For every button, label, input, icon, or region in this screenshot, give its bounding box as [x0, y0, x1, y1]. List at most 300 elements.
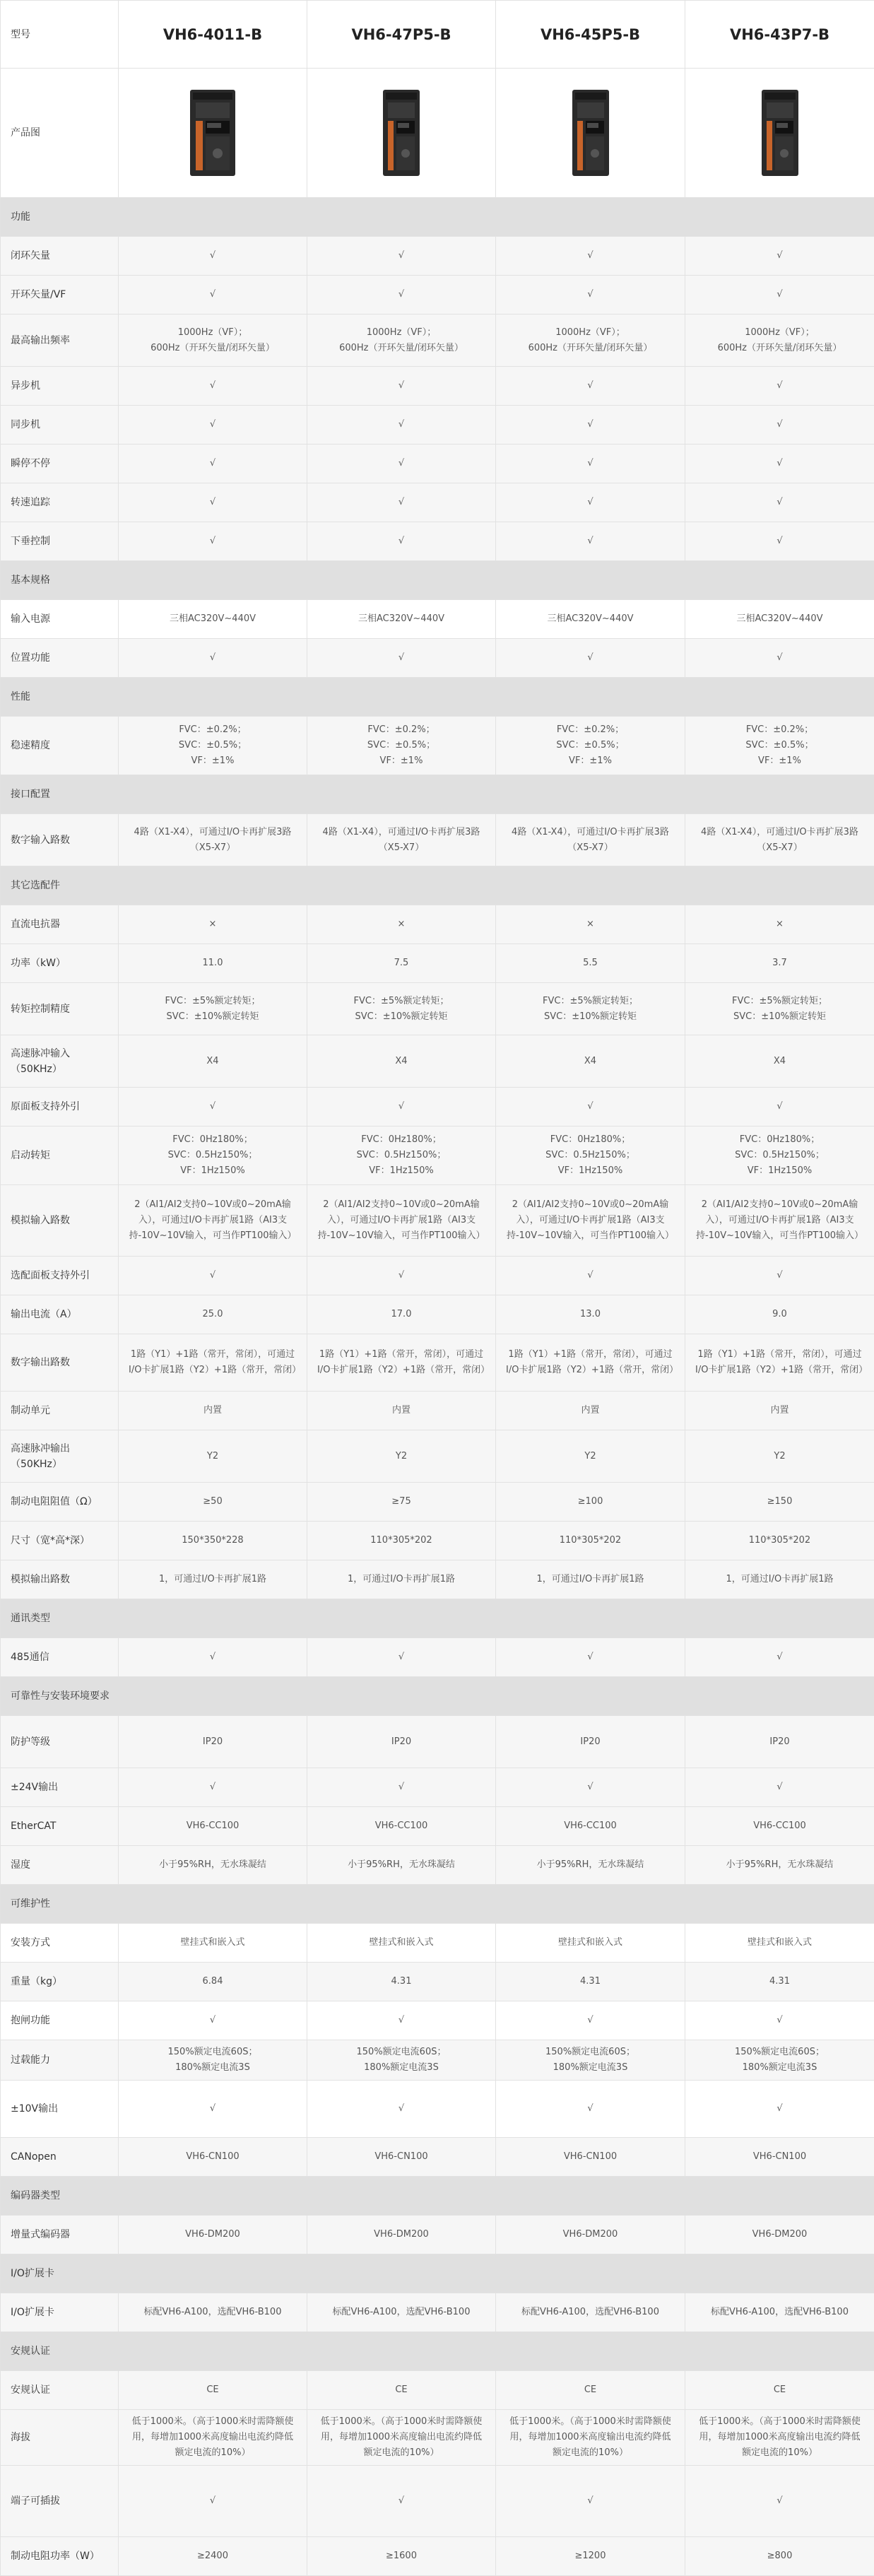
spec-value: 1路（Y1）+1路（常开，常闭），可通过I/O卡扩展1路（Y2）+1路（常开，常闭） [119, 1334, 307, 1392]
spec-value: √ [119, 1768, 307, 1807]
spec-value: X4 [307, 1035, 496, 1088]
spec-row [1, 1768, 874, 1807]
section-title: 可靠性与安装环境要求 [1, 1677, 874, 1716]
spec-row [1, 367, 874, 406]
spec-value: ≥1600 [307, 2537, 496, 2576]
spec-value: 内置 [307, 1392, 496, 1430]
spec-value: 25.0 [119, 1295, 307, 1334]
spec-row [1, 2216, 874, 2254]
spec-value: √ [307, 1257, 496, 1295]
spec-label: 数字输入路数 [1, 814, 119, 866]
spec-value: FVC：±0.2%； SVC：±0.5%； VF：±1% [685, 717, 874, 775]
spec-value: √ [119, 1638, 307, 1677]
spec-label: 制动电阻阻值（Ω） [1, 1483, 119, 1522]
spec-value: 1，可通过I/O卡再扩展1路 [307, 1560, 496, 1599]
spec-label: I/O扩展卡 [1, 2293, 119, 2332]
spec-value: CE [496, 2371, 685, 2410]
spec-value: √ [307, 2466, 496, 2537]
spec-label: ±24V输出 [1, 1768, 119, 1807]
section-header-row [1, 2177, 874, 2216]
spec-value: VH6-CN100 [496, 2138, 685, 2177]
spec-value: √ [307, 276, 496, 314]
spec-value: X4 [685, 1035, 874, 1088]
spec-value: √ [496, 2081, 685, 2138]
spec-value: 4路（X1-X4），可通过I/O卡再扩展3路（X5-X7） [119, 814, 307, 866]
spec-value: ≥100 [496, 1483, 685, 1522]
spec-value: 5.5 [496, 944, 685, 983]
spec-value: 小于95%RH，无水珠凝结 [685, 1846, 874, 1885]
spec-label: CANopen [1, 2138, 119, 2177]
spec-label: 位置功能 [1, 639, 119, 678]
spec-row [1, 2081, 874, 2138]
spec-value: X4 [119, 1035, 307, 1088]
inverter-product-image [186, 87, 240, 179]
spec-value: √ [119, 2081, 307, 2138]
spec-value: 低于1000米。（高于1000米时需降额使用，每增加1000米高度输出电流约降低额定电流的10%） [119, 2410, 307, 2466]
spec-label: 安装方式 [1, 1924, 119, 1963]
spec-value: √ [496, 1257, 685, 1295]
spec-value: √ [685, 367, 874, 406]
spec-value: ≥75 [307, 1483, 496, 1522]
spec-value: √ [307, 2001, 496, 2040]
spec-label: 功率（kW） [1, 944, 119, 983]
spec-label: 转速追踪 [1, 483, 119, 522]
spec-value: IP20 [307, 1716, 496, 1768]
spec-label: 高速脉冲输入（50KHz） [1, 1035, 119, 1088]
model-header-row [1, 1, 874, 69]
section-header-row [1, 2332, 874, 2371]
section-header-row [1, 1599, 874, 1638]
spec-row [1, 483, 874, 522]
spec-value: ≥800 [685, 2537, 874, 2576]
spec-value: 1000Hz（VF）； 600Hz（开环矢量/闭环矢量） [119, 314, 307, 367]
spec-label: 闭环矢量 [1, 237, 119, 276]
spec-label: 瞬停不停 [1, 445, 119, 483]
spec-value: 标配VH6-A100，选配VH6-B100 [496, 2293, 685, 2332]
section-title: 安规认证 [1, 2332, 874, 2371]
spec-value: × [119, 905, 307, 944]
section-header-row [1, 198, 874, 237]
spec-value: FVC：±0.2%； SVC：±0.5%； VF：±1% [119, 717, 307, 775]
spec-row [1, 983, 874, 1035]
spec-value: √ [496, 639, 685, 678]
spec-value: 2（AI1/AI2支持0~10V或0~20mA输入），可通过I/O卡再扩展1路（AI3支持-10V~10V输入，可当作PT100输入） [119, 1185, 307, 1257]
spec-value: √ [496, 483, 685, 522]
section-header-row [1, 561, 874, 600]
spec-value: √ [119, 2466, 307, 2537]
product-image-row [1, 69, 874, 198]
spec-value: √ [496, 2466, 685, 2537]
spec-value: Y2 [119, 1430, 307, 1483]
spec-value: VH6-DM200 [307, 2216, 496, 2254]
spec-value: 110*305*202 [307, 1522, 496, 1560]
spec-value: √ [496, 2001, 685, 2040]
spec-label: 抱闸功能 [1, 2001, 119, 2040]
spec-value: 壁挂式和嵌入式 [119, 1924, 307, 1963]
spec-value: √ [685, 445, 874, 483]
spec-value: √ [496, 1768, 685, 1807]
model-name: VH6-45P5-B [496, 1, 685, 69]
spec-value: VH6-CC100 [119, 1807, 307, 1846]
spec-value: 1，可通过I/O卡再扩展1路 [496, 1560, 685, 1599]
section-header-row [1, 866, 874, 905]
spec-value: √ [307, 483, 496, 522]
spec-row [1, 314, 874, 367]
spec-value: FVC：0Hz180%； SVC：0.5Hz150%； VF：1Hz150% [119, 1127, 307, 1185]
spec-value: √ [685, 522, 874, 561]
spec-label: 海拔 [1, 2410, 119, 2466]
spec-row [1, 717, 874, 775]
inverter-product-image [379, 87, 423, 179]
spec-table-body [1, 1, 874, 2576]
spec-row [1, 2466, 874, 2537]
spec-value: 低于1000米。（高于1000米时需降额使用，每增加1000米高度输出电流约降低额定电流的10%） [685, 2410, 874, 2466]
spec-row [1, 1716, 874, 1768]
spec-value: VH6-CC100 [685, 1807, 874, 1846]
spec-row [1, 2138, 874, 2177]
spec-value: √ [496, 276, 685, 314]
spec-label: 重量（kg） [1, 1963, 119, 2001]
spec-value: 4.31 [496, 1963, 685, 2001]
spec-label: EtherCAT [1, 1807, 119, 1846]
spec-value: √ [685, 406, 874, 445]
spec-row [1, 2040, 874, 2081]
spec-value: Y2 [685, 1430, 874, 1483]
spec-value: √ [119, 1257, 307, 1295]
spec-value: 3.7 [685, 944, 874, 983]
spec-value: √ [119, 237, 307, 276]
spec-row [1, 905, 874, 944]
section-header-row [1, 775, 874, 814]
product-image-cell [119, 69, 307, 198]
spec-label: 端子可插拔 [1, 2466, 119, 2537]
spec-value: × [496, 905, 685, 944]
spec-value: VH6-DM200 [119, 2216, 307, 2254]
spec-value: × [307, 905, 496, 944]
spec-value: 三相AC320V~440V [119, 600, 307, 639]
spec-value: IP20 [119, 1716, 307, 1768]
spec-value: 1，可通过I/O卡再扩展1路 [119, 1560, 307, 1599]
spec-row [1, 276, 874, 314]
spec-value: 2（AI1/AI2支持0~10V或0~20mA输入），可通过I/O卡再扩展1路（AI3支持-10V~10V输入，可当作PT100输入） [685, 1185, 874, 1257]
spec-value: √ [685, 237, 874, 276]
spec-value: 1000Hz（VF）； 600Hz（开环矢量/闭环矢量） [307, 314, 496, 367]
section-title: 基本规格 [1, 561, 874, 600]
spec-label: 制动电阻功率（W） [1, 2537, 119, 2576]
spec-value: VH6-CN100 [307, 2138, 496, 2177]
spec-value: VH6-CC100 [496, 1807, 685, 1846]
spec-label: 下垂控制 [1, 522, 119, 561]
section-title: 可维护性 [1, 1885, 874, 1924]
spec-value: 标配VH6-A100，选配VH6-B100 [685, 2293, 874, 2332]
spec-value: 13.0 [496, 1295, 685, 1334]
spec-row [1, 639, 874, 678]
spec-value: √ [307, 445, 496, 483]
spec-value: √ [307, 639, 496, 678]
spec-label: 模拟输出路数 [1, 1560, 119, 1599]
spec-value: ≥1200 [496, 2537, 685, 2576]
spec-value: √ [496, 237, 685, 276]
spec-value: 壁挂式和嵌入式 [685, 1924, 874, 1963]
spec-row [1, 1483, 874, 1522]
spec-value: √ [496, 406, 685, 445]
inverter-product-image [569, 87, 613, 179]
spec-value: VH6-DM200 [685, 2216, 874, 2254]
spec-row [1, 1924, 874, 1963]
spec-value: 4路（X1-X4），可通过I/O卡再扩展3路（X5-X7） [307, 814, 496, 866]
spec-value: 小于95%RH，无水珠凝结 [496, 1846, 685, 1885]
spec-value: 小于95%RH，无水珠凝结 [307, 1846, 496, 1885]
spec-label: 尺寸（宽*高*深） [1, 1522, 119, 1560]
spec-label: 输出电流（A） [1, 1295, 119, 1334]
spec-value: √ [119, 522, 307, 561]
spec-value: 4路（X1-X4），可通过I/O卡再扩展3路（X5-X7） [496, 814, 685, 866]
spec-label: 转矩控制精度 [1, 983, 119, 1035]
spec-value: Y2 [496, 1430, 685, 1483]
spec-value: √ [496, 1638, 685, 1677]
inverter-product-image [758, 87, 802, 179]
spec-value: IP20 [685, 1716, 874, 1768]
spec-value: FVC：±5%额定转矩； SVC：±10%额定转矩 [307, 983, 496, 1035]
spec-value: ≥50 [119, 1483, 307, 1522]
spec-value: √ [307, 1088, 496, 1127]
spec-row [1, 445, 874, 483]
spec-value: 低于1000米。（高于1000米时需降额使用，每增加1000米高度输出电流约降低额定电流的10%） [496, 2410, 685, 2466]
spec-value: √ [119, 406, 307, 445]
spec-row [1, 600, 874, 639]
spec-value: 150*350*228 [119, 1522, 307, 1560]
spec-value: 1路（Y1）+1路（常开，常闭），可通过I/O卡扩展1路（Y2）+1路（常开，常闭） [685, 1334, 874, 1392]
spec-value: √ [496, 1088, 685, 1127]
spec-value: 内置 [119, 1392, 307, 1430]
spec-row [1, 522, 874, 561]
spec-value: 1000Hz（VF）； 600Hz（开环矢量/闭环矢量） [685, 314, 874, 367]
spec-row [1, 1638, 874, 1677]
spec-row [1, 1522, 874, 1560]
spec-row [1, 1257, 874, 1295]
spec-value: CE [685, 2371, 874, 2410]
spec-value: 2（AI1/AI2支持0~10V或0~20mA输入），可通过I/O卡再扩展1路（AI3支持-10V~10V输入，可当作PT100输入） [496, 1185, 685, 1257]
spec-value: FVC：±5%额定转矩； SVC：±10%额定转矩 [119, 983, 307, 1035]
spec-value: √ [496, 367, 685, 406]
spec-value: 内置 [496, 1392, 685, 1430]
spec-label: 485通信 [1, 1638, 119, 1677]
spec-value: √ [119, 276, 307, 314]
spec-value: 110*305*202 [496, 1522, 685, 1560]
spec-row [1, 1846, 874, 1885]
model-header-label: 型号 [1, 1, 119, 69]
section-header-row [1, 1885, 874, 1924]
spec-label: 制动单元 [1, 1392, 119, 1430]
spec-value: VH6-CN100 [685, 2138, 874, 2177]
spec-label: 稳速精度 [1, 717, 119, 775]
section-header-row [1, 1677, 874, 1716]
spec-label: 原面板支持外引 [1, 1088, 119, 1127]
spec-value: FVC：±5%额定转矩； SVC：±10%额定转矩 [496, 983, 685, 1035]
spec-value: √ [307, 2081, 496, 2138]
spec-value: IP20 [496, 1716, 685, 1768]
spec-value: √ [685, 2466, 874, 2537]
section-header-row [1, 678, 874, 717]
spec-value: √ [685, 1638, 874, 1677]
spec-value: 1000Hz（VF）； 600Hz（开环矢量/闭环矢量） [496, 314, 685, 367]
spec-value: √ [119, 1088, 307, 1127]
spec-value: 2（AI1/AI2支持0~10V或0~20mA输入），可通过I/O卡再扩展1路（AI3支持-10V~10V输入，可当作PT100输入） [307, 1185, 496, 1257]
spec-label: 启动转矩 [1, 1127, 119, 1185]
spec-value: 9.0 [685, 1295, 874, 1334]
spec-value: √ [685, 1768, 874, 1807]
spec-label: 开环矢量/VF [1, 276, 119, 314]
spec-value: 150%额定电流60S； 180%额定电流3S [496, 2040, 685, 2081]
spec-value: FVC：±5%额定转矩； SVC：±10%额定转矩 [685, 983, 874, 1035]
spec-value: √ [685, 2001, 874, 2040]
spec-label: 模拟输入路数 [1, 1185, 119, 1257]
spec-value: 150%额定电流60S； 180%额定电流3S [307, 2040, 496, 2081]
product-image-cell [685, 69, 874, 198]
spec-value: 4.31 [307, 1963, 496, 2001]
spec-value: FVC：0Hz180%； SVC：0.5Hz150%； VF：1Hz150% [685, 1127, 874, 1185]
spec-value: 内置 [685, 1392, 874, 1430]
spec-value: 150%额定电流60S； 180%额定电流3S [119, 2040, 307, 2081]
spec-value: VH6-DM200 [496, 2216, 685, 2254]
spec-value: FVC：0Hz180%； SVC：0.5Hz150%； VF：1Hz150% [307, 1127, 496, 1185]
section-header-row [1, 2254, 874, 2293]
spec-value: 6.84 [119, 1963, 307, 2001]
spec-value: √ [307, 367, 496, 406]
spec-row [1, 944, 874, 983]
spec-value: 三相AC320V~440V [685, 600, 874, 639]
spec-row [1, 237, 874, 276]
spec-value: √ [119, 367, 307, 406]
spec-value: 150%额定电流60S； 180%额定电流3S [685, 2040, 874, 2081]
spec-value: VH6-CC100 [307, 1807, 496, 1846]
spec-value: √ [119, 2001, 307, 2040]
spec-value: √ [307, 406, 496, 445]
spec-value: 1路（Y1）+1路（常开，常闭），可通过I/O卡扩展1路（Y2）+1路（常开，常闭） [496, 1334, 685, 1392]
spec-value: × [685, 905, 874, 944]
section-title: I/O扩展卡 [1, 2254, 874, 2293]
spec-value: ≥150 [685, 1483, 874, 1522]
spec-value: 三相AC320V~440V [496, 600, 685, 639]
spec-row [1, 1560, 874, 1599]
spec-value: VH6-CN100 [119, 2138, 307, 2177]
spec-value: 110*305*202 [685, 1522, 874, 1560]
spec-value: √ [119, 483, 307, 522]
spec-value: FVC：±0.2%； SVC：±0.5%； VF：±1% [307, 717, 496, 775]
spec-row [1, 2537, 874, 2576]
product-image-label: 产品图 [1, 69, 119, 198]
spec-value: √ [685, 276, 874, 314]
spec-value: √ [307, 237, 496, 276]
spec-row [1, 1430, 874, 1483]
spec-row [1, 1807, 874, 1846]
spec-row [1, 2001, 874, 2040]
spec-value: √ [685, 639, 874, 678]
spec-value: CE [119, 2371, 307, 2410]
spec-row [1, 2371, 874, 2410]
spec-value: √ [307, 522, 496, 561]
section-title: 功能 [1, 198, 874, 237]
spec-row [1, 1035, 874, 1088]
spec-row [1, 1088, 874, 1127]
spec-value: FVC：±0.2%； SVC：±0.5%； VF：±1% [496, 717, 685, 775]
spec-label: 同步机 [1, 406, 119, 445]
spec-value: √ [307, 1638, 496, 1677]
spec-label: 湿度 [1, 1846, 119, 1885]
spec-label: 防护等级 [1, 1716, 119, 1768]
model-name: VH6-47P5-B [307, 1, 496, 69]
spec-value: X4 [496, 1035, 685, 1088]
spec-value: 1，可通过I/O卡再扩展1路 [685, 1560, 874, 1599]
spec-value: 7.5 [307, 944, 496, 983]
spec-row [1, 2410, 874, 2466]
spec-label: 输入电源 [1, 600, 119, 639]
spec-label: 高速脉冲输出（50KHz） [1, 1430, 119, 1483]
spec-value: 17.0 [307, 1295, 496, 1334]
section-title: 性能 [1, 678, 874, 717]
spec-row [1, 814, 874, 866]
spec-label: 数字输出路数 [1, 1334, 119, 1392]
spec-label: ±10V输出 [1, 2081, 119, 2138]
spec-label: 直流电抗器 [1, 905, 119, 944]
spec-value: 4路（X1-X4），可通过I/O卡再扩展3路（X5-X7） [685, 814, 874, 866]
spec-value: 三相AC320V~440V [307, 600, 496, 639]
spec-value: 壁挂式和嵌入式 [307, 1924, 496, 1963]
spec-value: 标配VH6-A100，选配VH6-B100 [307, 2293, 496, 2332]
section-title: 通讯类型 [1, 1599, 874, 1638]
spec-label: 异步机 [1, 367, 119, 406]
spec-label: 过载能力 [1, 2040, 119, 2081]
spec-value: 小于95%RH，无水珠凝结 [119, 1846, 307, 1885]
model-name: VH6-4011-B [119, 1, 307, 69]
spec-row [1, 2293, 874, 2332]
spec-value: √ [119, 639, 307, 678]
spec-value: 壁挂式和嵌入式 [496, 1924, 685, 1963]
spec-value: √ [685, 1088, 874, 1127]
section-title: 编码器类型 [1, 2177, 874, 2216]
spec-value: ≥2400 [119, 2537, 307, 2576]
spec-row [1, 1963, 874, 2001]
spec-value: √ [685, 1257, 874, 1295]
spec-value: √ [307, 1768, 496, 1807]
spec-value: 4.31 [685, 1963, 874, 2001]
spec-label: 选配面板支持外引 [1, 1257, 119, 1295]
spec-value: √ [496, 445, 685, 483]
spec-value: Y2 [307, 1430, 496, 1483]
spec-value: √ [496, 522, 685, 561]
section-title: 其它选配件 [1, 866, 874, 905]
spec-value: 标配VH6-A100，选配VH6-B100 [119, 2293, 307, 2332]
spec-value: √ [685, 483, 874, 522]
spec-row [1, 1334, 874, 1392]
product-image-cell [496, 69, 685, 198]
product-image-cell [307, 69, 496, 198]
spec-row [1, 1127, 874, 1185]
spec-value: FVC：0Hz180%； SVC：0.5Hz150%； VF：1Hz150% [496, 1127, 685, 1185]
spec-value: CE [307, 2371, 496, 2410]
spec-row [1, 406, 874, 445]
spec-row [1, 1185, 874, 1257]
model-name: VH6-43P7-B [685, 1, 874, 69]
spec-row [1, 1295, 874, 1334]
spec-value: √ [119, 445, 307, 483]
spec-value: 1路（Y1）+1路（常开，常闭），可通过I/O卡扩展1路（Y2）+1路（常开，常闭） [307, 1334, 496, 1392]
spec-label: 安规认证 [1, 2371, 119, 2410]
spec-row [1, 1392, 874, 1430]
section-title: 接口配置 [1, 775, 874, 814]
spec-value: √ [685, 2081, 874, 2138]
spec-value: 11.0 [119, 944, 307, 983]
